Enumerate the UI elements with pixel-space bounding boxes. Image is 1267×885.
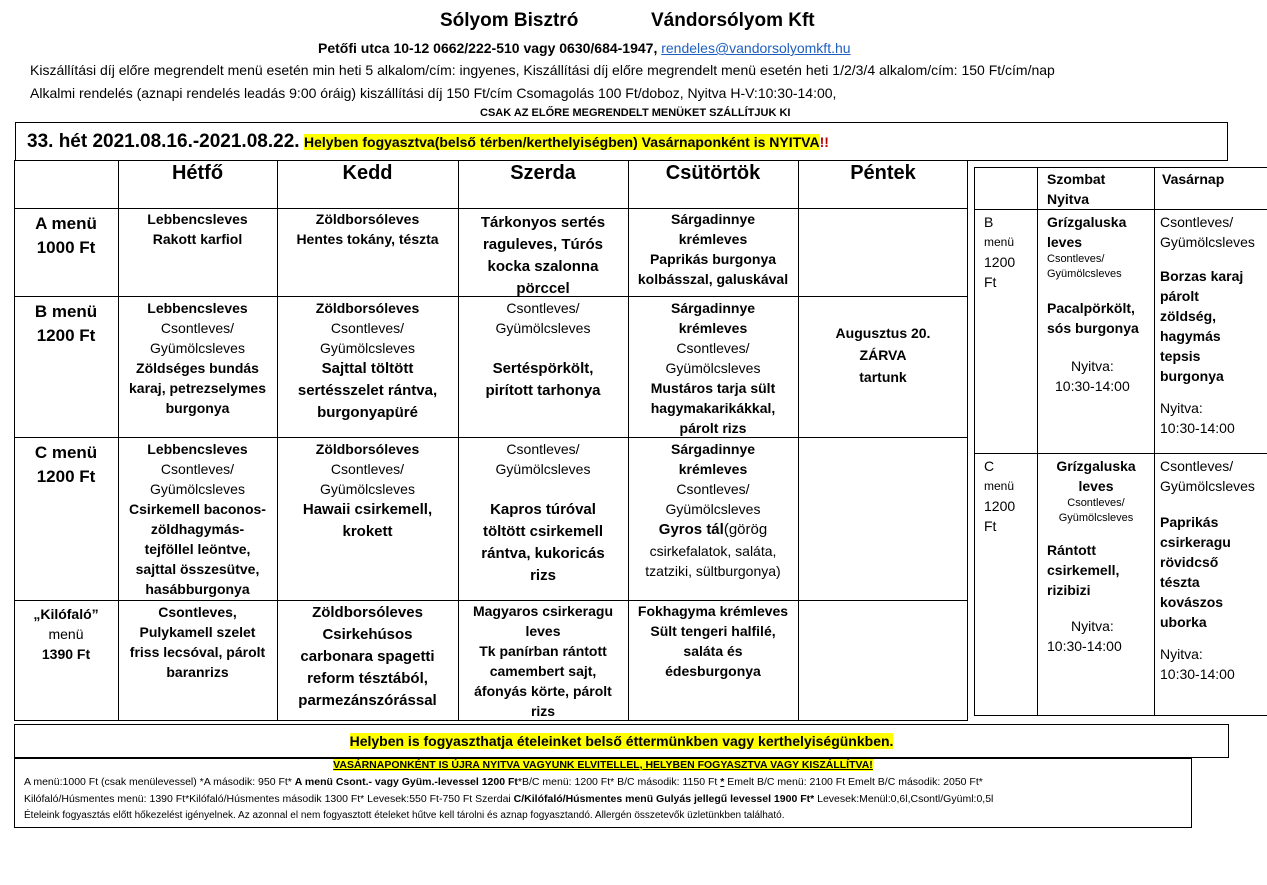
cell-k-monday: Csontleves, Pulykamell szelet friss lecsóval, párolt baranrizs [129,604,266,680]
sunday-open-notice: VASÁRNAPONKÉNT IS ÚJRA NYITVA VAGYUNK ELVITELLEL, HELYBEN FOGYASZTVA VAGY KISZÁLLÍTVA! [333,759,873,771]
delivery-info-2: Alkalmi rendelés (aznapi rendelés leadás 9:00 óráig) kiszállítási díj 150 Ft/cím Csomagolás 100 Ft/doboz, Nyitva H-V:10:30-14:00, [30,85,837,101]
day-monday: Hétfő [171,162,224,184]
restaurant-name: Sólyom Bisztró [440,10,579,31]
week-label: 33. hét 2021.08.16.-2021.08.22. [27,131,300,152]
cell-b-friday-closed: Augusztus 20. ZÁRVA tartunk [835,325,931,385]
delivery-info-1: Kiszállítási díj előre megrendelt menü esetén min heti 5 alkalom/cím: ingyenes, Kiszállítási díj előre megrendelt menü esetén heti 1/2/3/4 alkalom/cím: 150 Ft/cím/nap [30,62,1055,78]
cell-a-monday: Lebbencsleves Rakott karfiol [147,211,248,247]
cell-k-wednesday: Magyaros csirkeragu leves Tk panírban rántott camembert sajt, áfonyás körte, párolt rizs [472,603,614,719]
pricing-line-2: Kilófaló/Húsmentes menü: 1390 Ft*Kilófaló/Húsmentes második 1300 Ft* Levesek:550 Ft-750 Ft Szerdai C/Kilófaló/Húsmentes menü Gulyás jellegű levessel 1900 Ft* Levesek:Menül:0,6l,Csontl/Gyüml:0,5l [24,793,994,805]
cell-k-tuesday: Zöldborsóleves Csirkehúsos carbonara spagetti reform tésztából, parmezánszórással [298,604,437,709]
menu-a-label: A menü 1000 Ft [35,214,97,257]
dine-in-banner: Helyben is fogyaszthatja ételeinket belső éttermünkben vagy kerthelyiségünkben. [349,733,894,749]
week-line [27,131,829,153]
menu-b-label: B menü 1200 Ft [34,302,98,345]
contact-line [318,40,851,56]
day-thursday: Csütörtök [665,162,761,184]
cell-a-wednesday: Tárkonyos sertés raguleves, Túrós kocka szalonna pörccel [480,214,606,297]
notice-exclaim: !! [819,134,829,150]
company-name: Vándorsólyom Kft [651,10,815,31]
cell-c-thursday: Sárgadinnye krémleves Csontleves/ Gyümölcsleves Gyros tál(görög csirkefalatok, saláta, tzatziki, sültburgonya) [645,441,781,579]
saturday-header: Szombat Nyitva [1047,171,1106,207]
menu-kilofalo-label: „Kilófaló” menü 1390 Ft [33,606,99,662]
cell-b-monday: Lebbencsleves Csontleves/ Gyümölcsleves Zöldséges bundás karaj, petrezselymes burgonya [129,300,266,416]
food-safety-note: Ételeink fogyasztás előtt hőkezelést igényelnek. Az azonnal el nem fogyasztott ételeket hűtve kell tárolni és aznap fogyasztandó. Allergén összetevők üzletünkben található. [24,810,785,821]
weekend-b-sunday: Csontleves/ Gyümölcsleves Borzas karaj párolt zöldség, hagymás tepsis burgonya Nyitva: 10:30-14:00 [1160,214,1255,436]
cell-c-tuesday: Zöldborsóleves Csontleves/ Gyümölcsleves Hawaii csirkemell, krokett [302,441,433,540]
cell-c-monday: Lebbencsleves Csontleves/ Gyümölcsleves Csirkemell baconos- zöldhagymás- tejföllel leöntve, sajttal összesütve, hasábburgonya [129,441,266,597]
day-wednesday: Szerda [510,162,576,184]
cell-b-tuesday: Zöldborsóleves Csontleves/ Gyümölcsleves Sajttal töltött sertésszelet rántva, burgonyapüré [297,300,438,421]
pricing-line-1: A menü:1000 Ft (csak menülevessel) *A második: 950 Ft* A menü Csont.- vagy Gyüm.-levessel 1200 Ft*B/C menü: 1200 Ft* B/C második: 1150 Ft * Emelt B/C menü: 2100 Ft Emelt B/C második: 2050 Ft* [24,776,983,788]
weekend-c-label: C menü 1200 Ft [984,458,1016,534]
weekend-b-saturday: Grízgaluska leves Csontleves/ Gyümölcsleves Pacalpörkölt, sós burgonya Nyitva: 10:30-14:00 [1047,214,1139,394]
day-tuesday: Kedd [342,162,393,184]
sunday-header: Vasárnap [1162,171,1225,187]
email-link[interactable]: rendeles@vandorsolyomkft.hu [661,40,851,56]
weekend-b-label: B menü 1200 Ft [984,214,1016,290]
address-text: Petőfi utca 10-12 0662/222-510 vagy 0630/684-1947, [318,40,658,56]
menu-c-label: C menü 1200 Ft [34,443,98,486]
weekend-c-saturday: Grízgaluska leves Csontleves/ Gyümölcsleves Rántott csirkemell, rizibizi Nyitva: 10:30-14:00 [1047,458,1136,654]
cell-a-thursday: Sárgadinnye krémleves Paprikás burgonya kolbásszal, galuskával [637,211,789,287]
cell-b-thursday: Sárgadinnye krémleves Csontleves/ Gyümölcsleves Mustáros tarja sült hagymakarikákkal, párolt rizs [650,300,776,436]
open-sunday-notice: Helyben fogyasztva(belső térben/kerthelyiségben) Vasárnaponként is NYITVA [304,134,820,150]
weekend-c-sunday: Csontleves/ Gyümölcsleves Paprikás csirkeragu rövidcső tészta kovászos uborka Nyitva: 10:30-14:00 [1160,458,1255,682]
day-friday: Péntek [850,162,916,184]
cell-a-tuesday: Zöldborsóleves Hentes tokány, tészta [296,211,439,247]
cell-k-thursday: Fokhagyma krémleves Sült tengeri halfilé, saláta és édesburgonya [637,603,789,679]
cell-c-wednesday: Csontleves/ Gyümölcsleves Kapros túróval töltött csirkemell rántva, kukoricás rizs [481,441,605,584]
delivery-notice: CSAK AZ ELŐRE MEGRENDELT MENÜKET SZÁLLÍTJUK KI [480,107,791,119]
cell-b-wednesday: Csontleves/ Gyümölcsleves Sertéspörkölt, pirított tarhonya [485,300,601,399]
